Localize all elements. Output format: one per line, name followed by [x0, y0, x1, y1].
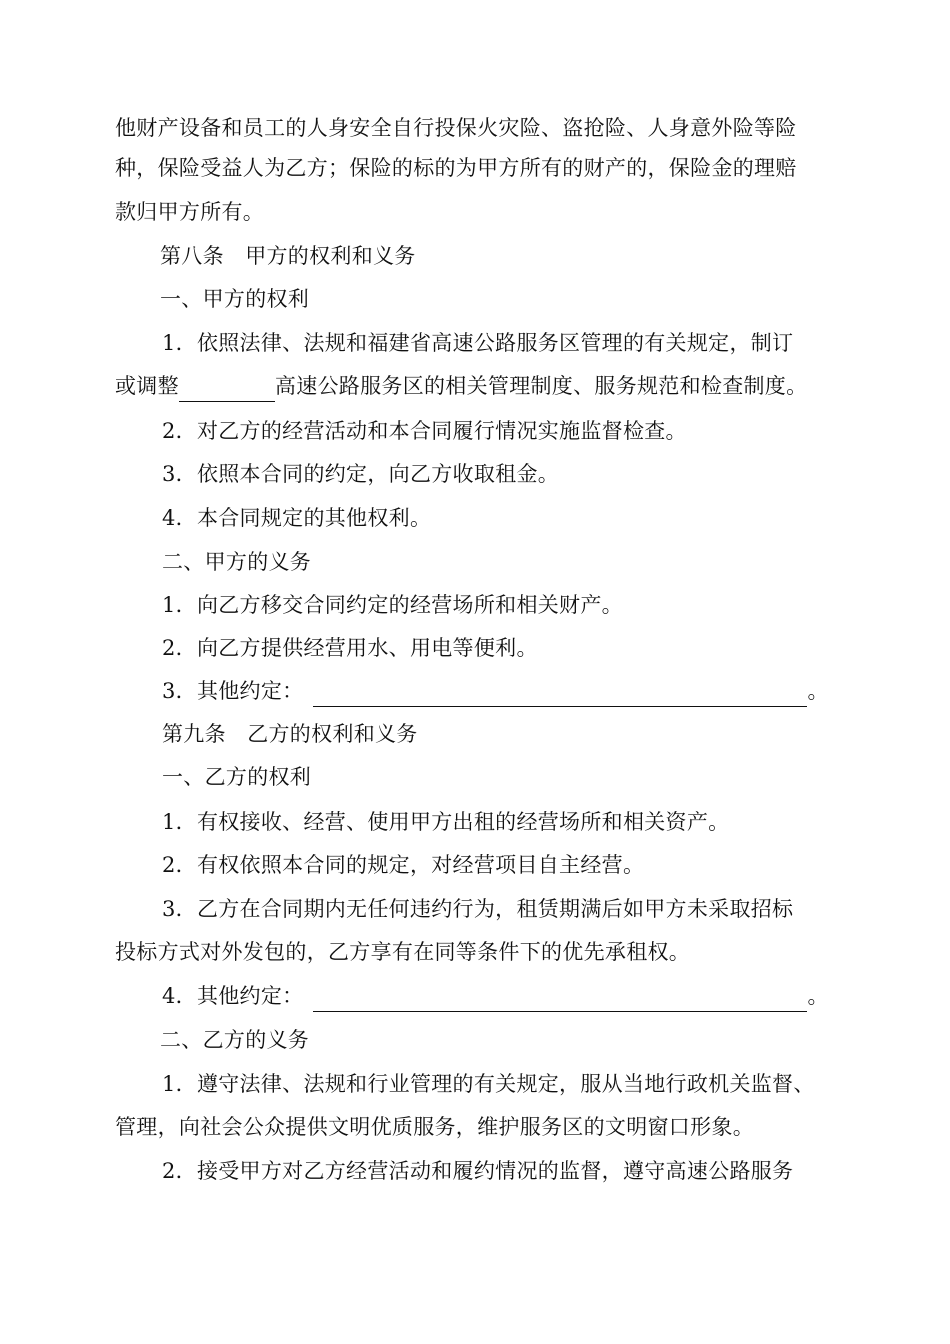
fill-in-blank	[313, 981, 807, 1012]
section-heading: 一、乙方的权利	[162, 765, 312, 789]
text-line: 他财产设备和员工的人身安全自行投保火灾险、盗抢险、人身意外险等险	[115, 116, 797, 140]
text-line: 管理，向社会公众提供文明优质服务，维护服务区的文明窗口形象。	[115, 1115, 754, 1139]
text-line: 1．遵守法律、法规和行业管理的有关规定，服从当地行政机关监督、	[162, 1072, 815, 1096]
text-line: 1．向乙方移交合同约定的经营场所和相关财产。	[162, 593, 623, 617]
text-segment: 4．其他约定：	[162, 984, 304, 1008]
text-line: 1．依照法律、法规和福建省高速公路服务区管理的有关规定，制订	[162, 331, 794, 355]
fill-in-blank	[313, 676, 807, 707]
text-line: 4．本合同规定的其他权利。	[162, 506, 432, 530]
text-segment: 。	[807, 679, 829, 703]
text-segment: 高速公路服务区的相关管理制度、服务规范和检查制度。	[274, 374, 808, 398]
text-segment: 。	[807, 984, 829, 1008]
text-line: 3．依照本合同的约定，向乙方收取租金。	[162, 462, 560, 486]
text-line: 2．对乙方的经营活动和本合同履行情况实施监督检查。	[162, 419, 687, 443]
article-8-heading: 第八条 甲方的权利和义务	[160, 244, 416, 268]
text-line: 2．有权依照本合同的规定，对经营项目自主经营。	[162, 853, 645, 877]
text-line-with-blank	[162, 669, 882, 713]
article-9-heading: 第九条 乙方的权利和义务	[162, 722, 418, 746]
text-line: 2．向乙方提供经营用水、用电等便利。	[162, 636, 538, 660]
section-heading: 二、乙方的义务	[160, 1028, 310, 1052]
fill-in-blank	[179, 371, 275, 402]
section-heading: 二、甲方的义务	[162, 550, 312, 574]
text-line-with-blank	[162, 974, 882, 1018]
text-line: 款归甲方所有。	[115, 200, 265, 224]
text-segment: 3．其他约定：	[162, 679, 304, 703]
text-line: 投标方式对外发包的，乙方享有在同等条件下的优先承租权。	[115, 940, 691, 964]
text-line: 2．接受甲方对乙方经营活动和履约情况的监督，遵守高速公路服务	[162, 1159, 794, 1183]
text-line-with-blank	[115, 364, 835, 408]
text-line: 1．有权接收、经营、使用甲方出租的经营场所和相关资产。	[162, 810, 730, 834]
text-line: 种，保险受益人为乙方；保险的标的为甲方所有的财产的，保险金的理赔	[115, 156, 797, 180]
text-segment: 或调整	[115, 374, 179, 398]
text-line: 3．乙方在合同期内无任何违约行为，租赁期满后如甲方未采取招标	[162, 897, 794, 921]
section-heading: 一、甲方的权利	[160, 287, 310, 311]
